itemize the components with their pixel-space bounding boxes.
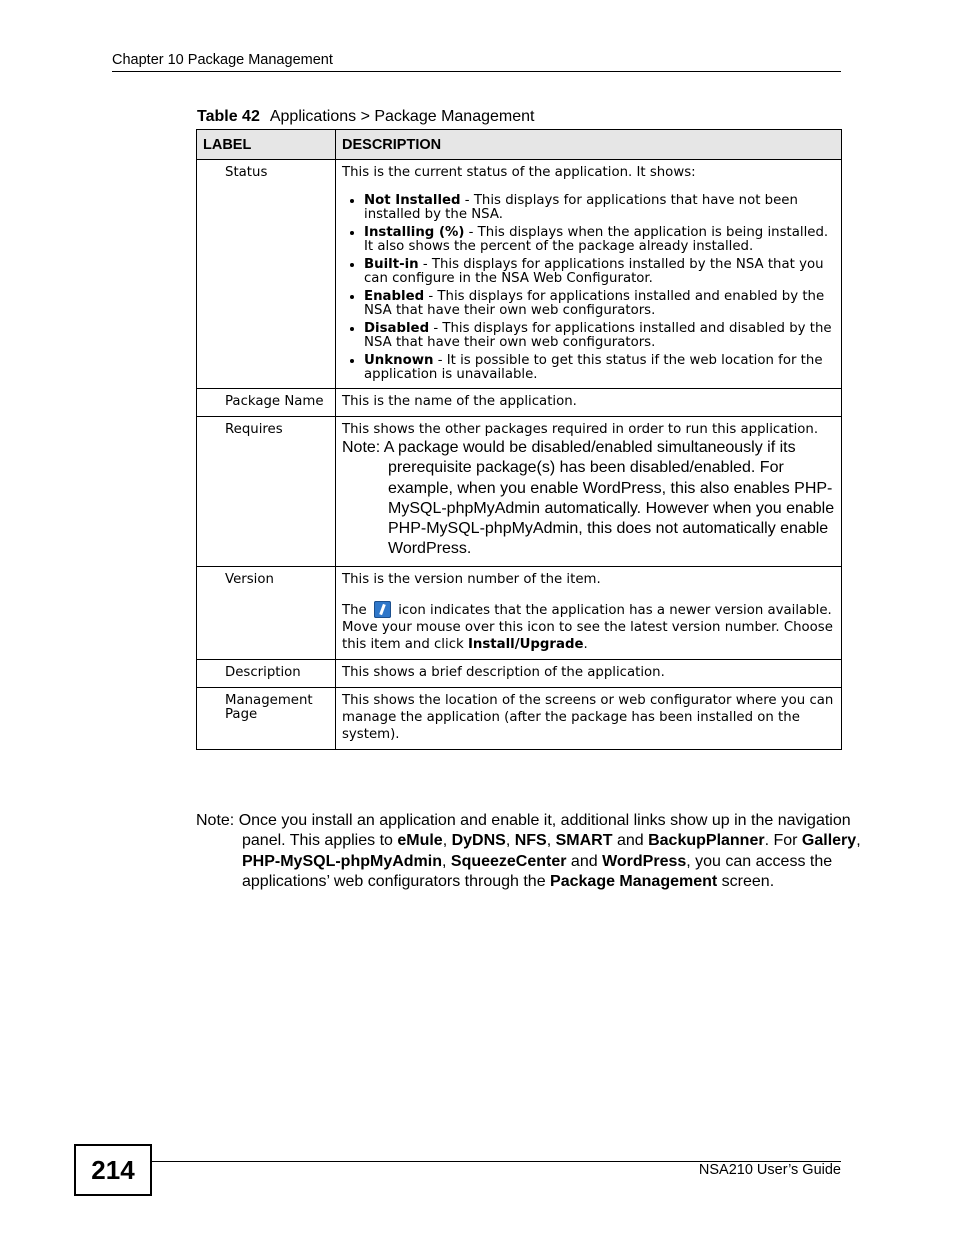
note-term: WordPress [602,852,687,870]
status-text: - It is possible to get this status if the web location for the application is unavailable. [364,353,823,382]
table-header-row [197,130,842,160]
note-term: DyDNS [451,832,506,850]
note-term: NFS [514,832,547,850]
note-term: SMART [555,832,613,850]
package-management-table [196,129,842,750]
version-icon-text [342,601,835,653]
note-sep: , [856,832,861,850]
table-caption [197,108,534,126]
status-item [364,290,835,318]
note-text: . For [764,832,802,850]
version-period: . [583,636,588,652]
installation-note [196,811,882,892]
row-description [336,566,842,659]
status-term: Unknown [364,353,434,368]
status-term: Installing (%) [364,225,465,240]
row-description [336,160,842,389]
status-term: Disabled [364,321,430,336]
note-term: eMule [397,832,443,850]
chapter-header: Chapter 10 Package Management [112,52,333,68]
table-row-version [197,566,842,659]
note-term: PHP-MySQL-phpMyAdmin [242,852,442,870]
note-text: Note: Once you install an application and enable it, additional links show up in the navigation panel. This applies to [196,812,851,850]
status-item [364,322,835,350]
row-description [336,417,842,567]
status-text: - This displays for applications installed and disabled by the NSA that have their own web configurators. [364,321,832,350]
status-list [342,194,835,382]
table-row-status [197,160,842,389]
note-text: and [566,852,603,870]
table-title: Applications > Package Management [269,108,535,125]
note-text: screen. [717,872,775,890]
table-number: Table 42 [197,108,260,125]
row-label: Requires [197,417,336,567]
status-term: Enabled [364,289,425,304]
status-text: - This displays for applications that have not been installed by the NSA. [364,193,798,222]
note-term: SqueezeCenter [450,852,567,870]
row-description: This shows a brief description of the application. [336,659,842,687]
upgrade-available-icon [374,601,391,618]
requires-text: This shows the other packages required in order to run this application. [342,422,819,437]
row-label: Version [197,566,336,659]
label-column-header: LABEL [197,130,336,160]
page-number: 214 [74,1144,152,1196]
row-label: Package Name [197,389,336,417]
status-item [364,194,835,222]
status-text: - This displays for applications installed and enabled by the NSA that have their own web configurators. [364,289,825,318]
status-text: - This displays for applications installed by the NSA that you can configure in the NSA Web Configurator. [364,257,824,286]
row-label: Management Page [197,687,336,749]
status-text: - This displays when the application is being installed. It also shows the percent of the package already installed. [364,225,829,254]
guide-title: NSA210 User’s Guide [698,1162,841,1178]
status-item [364,354,835,382]
note-term: Gallery [801,832,857,850]
status-term: Built-in [364,257,419,272]
header-divider [112,71,841,72]
note-text: and [612,832,649,850]
row-label: Description [197,659,336,687]
note-term: BackupPlanner [648,832,765,850]
table-row-requires [197,417,842,567]
note-sep: , [442,832,452,850]
status-item [364,226,835,254]
install-upgrade-term: Install/Upgrade [467,636,584,652]
note-sep: , [546,832,556,850]
status-item [364,258,835,286]
note-term: Package Management [550,872,718,890]
status-term: Not Installed [364,193,461,208]
version-text: This is the version number of the item. [342,571,601,587]
version-icon-pre: The [342,602,367,618]
table-row-package-name [197,389,842,417]
note-text: , you can access the applications’ web configurators through the [242,852,833,890]
table-row-description [197,659,842,687]
note-sep: , [505,832,515,850]
status-intro: This is the current status of the application. It shows: [342,165,696,180]
row-label: Status [197,160,336,389]
description-column-header: DESCRIPTION [336,130,842,160]
row-description: This shows the location of the screens or web configurator where you can manage the application (after the package has been installed on the system). [336,687,842,749]
note-sep: , [442,852,451,870]
requires-note: Note: A package would be disabled/enabled simultaneously if its prerequisite package(s) has been disabled/enabled. For example, when you enable WordPress, this also enables PHP-MySQL-phpMyAdmin automatically. However when you enable PHP-MySQL-phpMyAdmin, this does not automatically enable WordPress. [342,439,835,558]
version-icon-post: icon indicates that the application has a newer version available. Move your mouse over this icon to see the latest version number. Choose this item and click [342,602,833,652]
table-row-management-page [197,687,842,749]
row-description: This is the name of the application. [336,389,842,417]
